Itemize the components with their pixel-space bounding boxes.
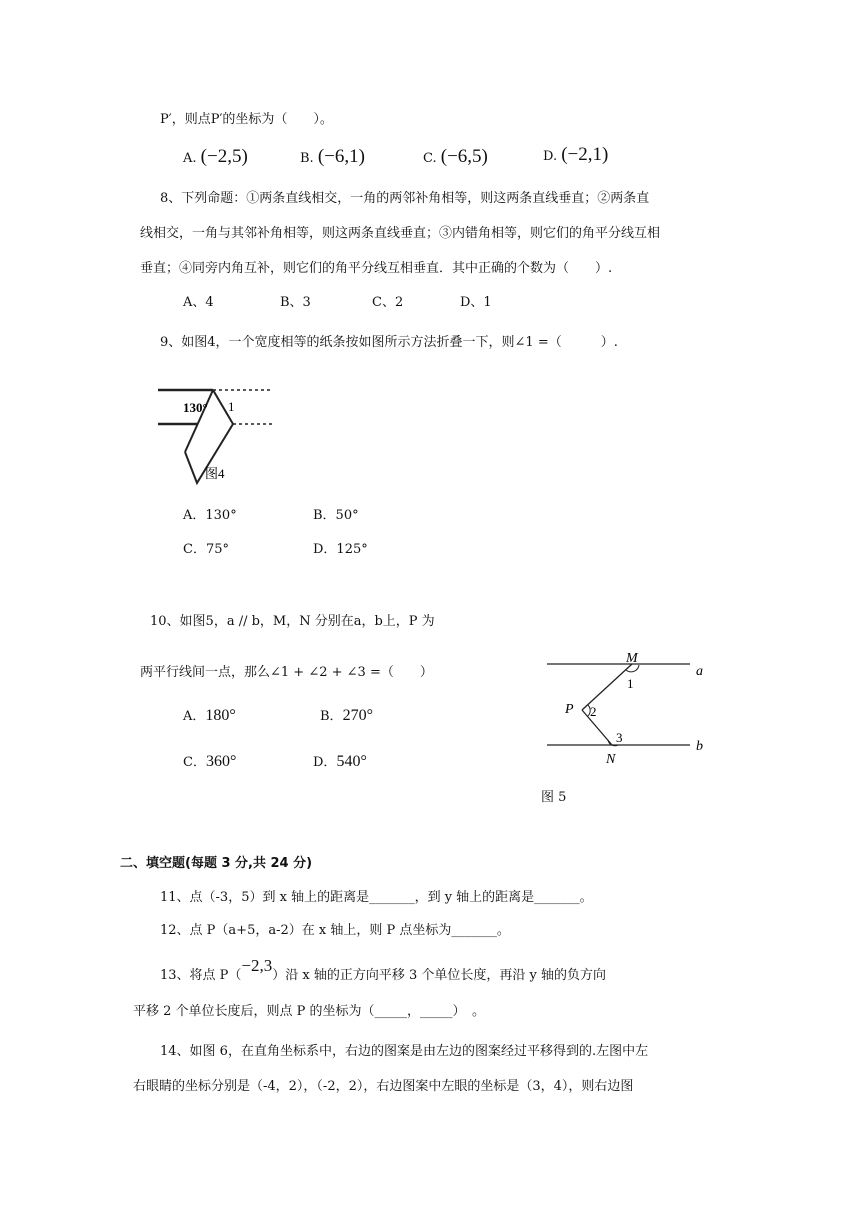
point-m-label: M [626,651,638,666]
q9-option-b: B．50° [313,508,359,523]
option-letter: C． [183,755,206,770]
option-value: 270° [342,707,373,724]
option-value: (−2,5) [200,146,248,167]
option-value: (−6,5) [440,146,488,167]
angle-3-label: 3 [616,730,623,745]
q8-option-c: C、2 [372,295,404,310]
figure-4 [155,380,275,490]
q10-option-b [320,705,373,725]
q8-line-1: 8、下列命题：①两条直线相交，一角的两邻补角相等，则这两条直线垂直；②两条直 [160,191,650,206]
q13-line-1 [160,956,607,985]
option-letter: A. [183,151,197,166]
line-b-label: b [696,739,703,754]
angle-130-label: 130° [183,400,208,415]
option-letter: B. [300,151,314,166]
q13-coord: −2,3 [241,956,273,975]
option-value: 180° [205,707,236,724]
q12-text: 12、点 P（a+5，a-2）在 x 轴上，则 P 点坐标为_______。 [160,923,510,938]
section-2-heading: 二、填空题(每题 3 分,共 24 分) [120,856,313,871]
point-n-label: N [606,752,616,767]
q14-line-2: 右眼睛的坐标分别是（-4，2），（-2，2），右边图案中左眼的坐标是（3，4），则右边图 [133,1079,634,1094]
q11-text: 11、点（-3，5）到 x 轴上的距离是_______，到 y 轴上的距离是_______。 [160,890,593,905]
q8-option-b: B、3 [280,295,311,310]
option-letter: D. [543,149,558,164]
q13-line-2: 平移 2 个单位长度后，则点 P 的坐标为（_____，_____） 。 [133,1004,486,1019]
angle-2-label: 2 [590,704,597,719]
q13-prefix: 13、将点 P（ [160,968,242,983]
line-a-label: a [696,664,703,679]
q8-option-d: D、1 [460,295,492,310]
q7-option-d [543,144,608,166]
q10-option-c [183,751,236,771]
q8-line-3: 垂直；④同旁内角互补，则它们的角平分线互相垂直．其中正确的个数为（ ）. [140,261,613,276]
q14-line-1: 14、如图 6，在直角坐标系中，右边的图案是由左边的图案经过平移得到的.左图中左 [160,1044,649,1059]
option-letter: B． [320,709,343,724]
q8-line-2: 线相交，一角与其邻补角相等，则这两条直线垂直；③内错角相等，则它们的角平分线互相 [140,226,661,241]
point-p-label: P [565,702,574,717]
q9-option-c: C．75° [183,542,229,557]
option-letter: C. [423,151,437,166]
q8-option-a: A、4 [183,295,214,310]
q9-option-d: D．125° [313,542,368,557]
option-letter: A． [183,709,206,724]
q10-option-d [313,751,367,771]
figure-5-caption: 图 5 [541,790,567,805]
q10-line-1: 10、如图5，a // b，M，N 分别在a，b上，P 为 [150,614,435,629]
option-letter: D． [313,755,337,770]
q7-tail-text: P′，则点P′的坐标为（ ）。 [160,112,333,127]
angle-1-label: 1 [627,676,634,691]
q10-option-a [183,705,236,725]
angle-1-label: 1 [228,399,235,414]
option-value: 360° [205,753,237,770]
q10-line-2: 两平行线间一点，那么∠1 + ∠2 + ∠3 =（ ） [140,665,433,680]
figure-4-caption: 图4 [205,466,225,481]
q7-option-c [423,146,488,168]
q9-option-a: A．130° [183,508,237,523]
option-value: 540° [336,753,367,770]
figure-5 [540,650,720,770]
option-value: (−6,1) [317,146,365,167]
q13-suffix: ）沿 x 轴的正方向平移 3 个单位长度，再沿 y 轴的负方向 [272,968,607,983]
q9-question-text: 9、如图4，一个宽度相等的纸条按如图所示方法折叠一下，则∠1 =（ ）. [160,335,618,350]
q7-option-b [300,146,365,168]
option-value: (−2,1) [561,144,609,165]
q7-option-a [183,146,248,168]
